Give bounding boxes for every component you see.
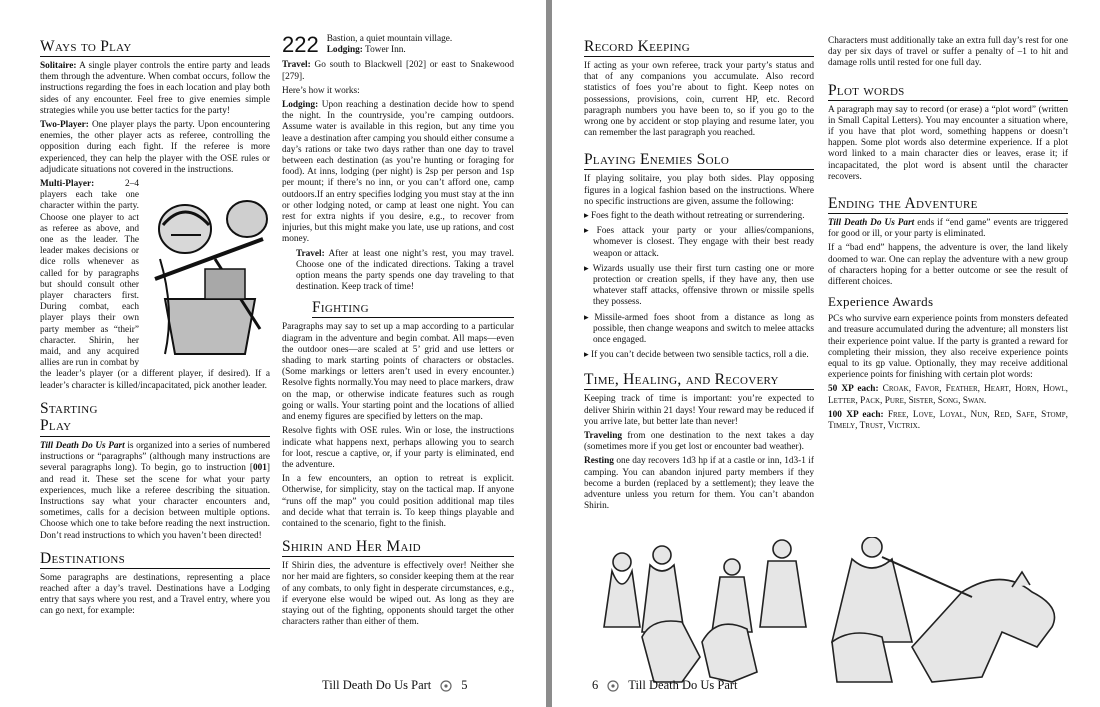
example-place: Bastion, a quiet mountain village. — [326, 34, 453, 44]
starting-play-text-2: ] and read it. These set the scene for what your party experiences, much like a referee describing the situation. Instructions say what your character encounters and, sometimes, calls for a decision between multiple options. Choose which one to take before reading the next instruction. Don’t read instructions to which you haven’t been directed! — [40, 463, 270, 541]
riders-illustration — [582, 537, 1092, 687]
example-lodging-label: Lodging: — [326, 45, 363, 56]
book-title-ref: Till Death Do Us Part — [40, 440, 125, 451]
fighting-text-3: In a few encounters, an option to retreat is explicit. Otherwise, for simplicity, stay on the tactical map. If anyone “runs off the map” you could position additional map tiles and decide what that terrain is. To keep things playable and contained to the scenario, fight to the finish. — [282, 474, 514, 529]
folio-right — [592, 678, 738, 693]
travel-rule: After at least one night’s rest, you may travel. Choose one of the indicated directions. Taking a travel option means the party spends one day traveling to that destination. Keep track of time! — [296, 248, 514, 293]
left-column-2 — [282, 34, 514, 631]
xp-text: PCs who survive earn experience points from monsters defeated and treasure accumulated during the adventure; all monsters list their experience point value. If the party is granted a reward for completing their mission, they also receive experience points equal to its gp value. Optionally, they may receive additional experience points for finishing with certain plot words: — [828, 314, 1068, 381]
folio-title-left: Till Death Do Us Part — [322, 678, 432, 692]
section-heading-starting-play: Starting Play — [40, 399, 98, 434]
section-heading-record-keeping: Record Keeping — [584, 38, 814, 57]
section-heading-destinations: Destinations — [40, 550, 270, 569]
destinations-text: Some paragraphs are destinations, representing a place reached after a day’s travel. Destinations have a Lodging entry that says where you rest, and a Travel entry, where you can go next, for example: — [40, 572, 270, 617]
example-travel-label: Travel: — [282, 60, 311, 71]
solo-bullet: ▸ If you can’t decide between two sensible tactics, roll a die. — [584, 350, 809, 361]
solo-bullet: ▸ Wizards usually use their first turn casting one or more protection or creation spells, if they have any, then use whatever staff attacks, offensive thrown or missile spells they possess. — [584, 263, 815, 308]
left-column-1 — [40, 34, 270, 621]
lodging-rule-label: Lodging: — [282, 100, 319, 111]
example-travel: Go south to Blackwell [202] or east to Snakewood [279]. — [282, 60, 514, 82]
page-number-left: 5 — [461, 678, 468, 692]
example-lodging: Tower Inn. — [362, 45, 406, 56]
how-it-works: Here’s how it works: — [282, 85, 360, 96]
resting-text: one day recovers 1d3 hp if at a castle or inn, 1d3-1 if camping. You can abandon injured party members if they become a burden (replaced by a settlement); they leave the adventure unless you return for them. You can’t abandon Shirin. — [584, 456, 814, 512]
section-heading-plot-words: Plot words — [828, 82, 1068, 101]
lodging-rule: Upon reaching a destination decide how to spend the night. In the countryside, you’re camping outdoors. Assume water is available in this region, but any time you leave a destination after camping you should either consume a day’s rations or take two days rather than one day to travel between each destination (as you’re hunting or foraging for food). At inns, lodging (per night) is 2sp per person and 1sp per mount; if there’s no inn, or you can’t afford one, camp outdoors.If an entry specifies lodging you must stay at the inn or other lodging noted, or camp at least one night. You can rest for extra nights if you desire, e.g., to recover from injuries, but this might make you late, use up rations, and cost money. — [282, 100, 514, 245]
section-heading-shirin: Shirin and Her Maid — [282, 538, 514, 557]
section-heading-experience: Experience Awards — [828, 294, 934, 310]
flower-ornament-icon — [606, 679, 620, 693]
ending-text-1: ends if “end game” events are triggered for good or ill, or your party is eliminated. — [828, 218, 1068, 240]
page-number-right: 6 — [592, 678, 599, 692]
solo-bullet-list — [584, 211, 814, 361]
xp50-label: 50 XP each: — [828, 384, 879, 395]
section-heading-ways-to-play: Ways to Play — [40, 38, 270, 57]
two-player-label: Two-Player: — [40, 120, 89, 131]
xp100-words: Free, Love, Loyal, Nun, Red, Safe, Stomp, Timely, Trust, Victrix. — [828, 409, 1068, 432]
multi-player-label: Multi-Player: — [40, 179, 95, 190]
fighting-text-1: Paragraphs may say to set up a map according to a particular diagram in the adventure and begin combat. All maps—even the outdoor ones—are scaled at 5’ grid and use letters or shading to mark starting points of characters or obstacles. (Some markings or letters aren’t used in every encounter.) Resolve fights normally.You may need to place markers, draw on the map, or otherwise indicate features such as rough going or walls. Your starting point and the locations of allied and enemy figures are specified by letters on the map. — [282, 322, 514, 423]
solo-bullet: ▸ Foes fight to the death without retreating or surrendering. — [584, 211, 805, 222]
xp50-words: Croak, Favor, Feather, Heart, Horn, Howl, Letter, Pack, Pure, Sister, Song, Swan. — [828, 384, 1068, 406]
xp100-label: 100 XP each: — [828, 409, 884, 420]
example-number: 222 — [282, 34, 319, 57]
two-player-text: One player plays the party. Upon encountering enemies, the other player acts as referee, controlling the opposition during each fight. If the referee is more experienced, they can help the player with the OSE rules or adjudicate situations not covered in the instructions. — [40, 120, 270, 175]
section-heading-ending: Ending the Adventure — [828, 195, 1068, 214]
solo-bullet: ▸ Missile-armed foes shoot from a distance as long as possible, then change weapons and switch to melee attacks once engaged. — [584, 312, 814, 346]
starting-play-text-1: is organized into a series of numbered instructions or “paragraphs” (although many instructions are several paragraphs long). To begin, go to instruction [ — [40, 440, 270, 474]
section-heading-fighting: Fighting — [312, 299, 514, 318]
plot-words-text: A paragraph may say to record (or erase) a “plot word” (written in Small Capital Letters). You may encounter a situation where, if you have that plot word, something happens or doesn’t happen. Some plot words also determine experience. If a plot word linked to a main character dies or leaves, erase it; if incapacitated, the plot word is absent until the character recovers. — [828, 104, 1068, 182]
solitaire-label: Solitaire: — [40, 61, 77, 71]
ending-book-title: Till Death Do Us Part — [828, 218, 915, 229]
section-heading-playing-enemies: Playing Enemies Solo — [584, 151, 814, 170]
shirin-text: If Shirin dies, the adventure is effectively over! Neither she nor her maid are fighters, so consider keeping them at the rear of any combats, to only fight in desperate circumstances, e.g., if everyone else would be wiped out. As long as they are staying out of the fighting, opponents should target the other characters rather than either of them. — [282, 561, 514, 628]
instruction-number: 001 — [252, 463, 267, 474]
knight-crossbow-illustration — [145, 179, 270, 359]
record-keeping-text: If acting as your own referee, track your party’s status and that of any companions you accumulate. Also record statistics of foes you’re about to fight. Keep notes on possessions, provisions, coin, current HP, etc. Record paragraph numbers you have been to, so if you go to the wrong one by accident or stop playing and resume later, you can remember the last paragraph you reached. — [584, 61, 814, 139]
right-column-1 — [584, 34, 814, 516]
travel-rule-label: Travel: — [296, 248, 325, 259]
folio-left — [322, 678, 468, 693]
solitaire-text: A single player controls the entire party and leads them through the adventure. When combat occurs, follow the instructions regarding the foes in each location and play both sides of any encounter. Feel free to give enemies simple strategies while you use better tactics for the party! — [40, 61, 270, 116]
traveling-text: from one destination to the next takes a day (sometimes more if you get lost or encounter bad weather). — [584, 431, 814, 453]
flower-ornament-icon — [439, 679, 453, 693]
extra-rest-text: Characters must additionally take an extra full day’s rest for one day per six days of travel or suffer a penalty of –1 to hit and damage rolls until rested for one full day. — [828, 36, 1068, 69]
solo-intro: If playing solitaire, you play both sides. Play opposing figures in a logical fashion based on the instructions. Where no specific instructions are given, assume the following: — [584, 174, 814, 207]
solo-bullet: ▸ Foes attack your party or your allies/companions, whomever is closest. They engage with their best ready weapon or attack. — [584, 226, 814, 259]
ending-text-2: If a “bad end” happens, the adventure is over, the land likely doomed to war. One can replay the adventure with a new group of characters hoping for a better outcome or see the result of different choices. — [828, 243, 1068, 288]
multi-player-text: 2–4 players each take one character within the party. Choose one player to act as referee as above, and one as the leader. The leader makes decisions or dice rolls whenever as called for by paragraphs but should consult other player characters first. During combat, each player plays their own party member as “their” character. Shirin, her maid, and any acquired allies are run in combat by the leader’s player (or a different player, if desired). If a leader’s character is killed/incapacitated, pick another leader. — [40, 179, 270, 391]
page-right — [552, 0, 1100, 707]
traveling-label: Traveling — [584, 431, 623, 442]
example-entry — [282, 34, 514, 56]
section-heading-time-healing: Time, Healing, and Recovery — [584, 371, 814, 390]
time-text-1: Keeping track of time is important: you’re expected to deliver Shirin within 21 days! Your reward may be reduced if you arrive late, but better late than never! — [584, 394, 814, 427]
folio-title-right: Till Death Do Us Part — [628, 678, 738, 692]
fighting-text-2: Resolve fights with OSE rules. Win or lose, the instructions indicate what happens next, perhaps allowing you to search for loot, rescue a captive, or, if your party is eliminated, end the adventure. — [282, 426, 514, 470]
page-left — [0, 0, 546, 707]
resting-label: Resting — [584, 456, 614, 467]
right-column-2 — [828, 36, 1068, 435]
